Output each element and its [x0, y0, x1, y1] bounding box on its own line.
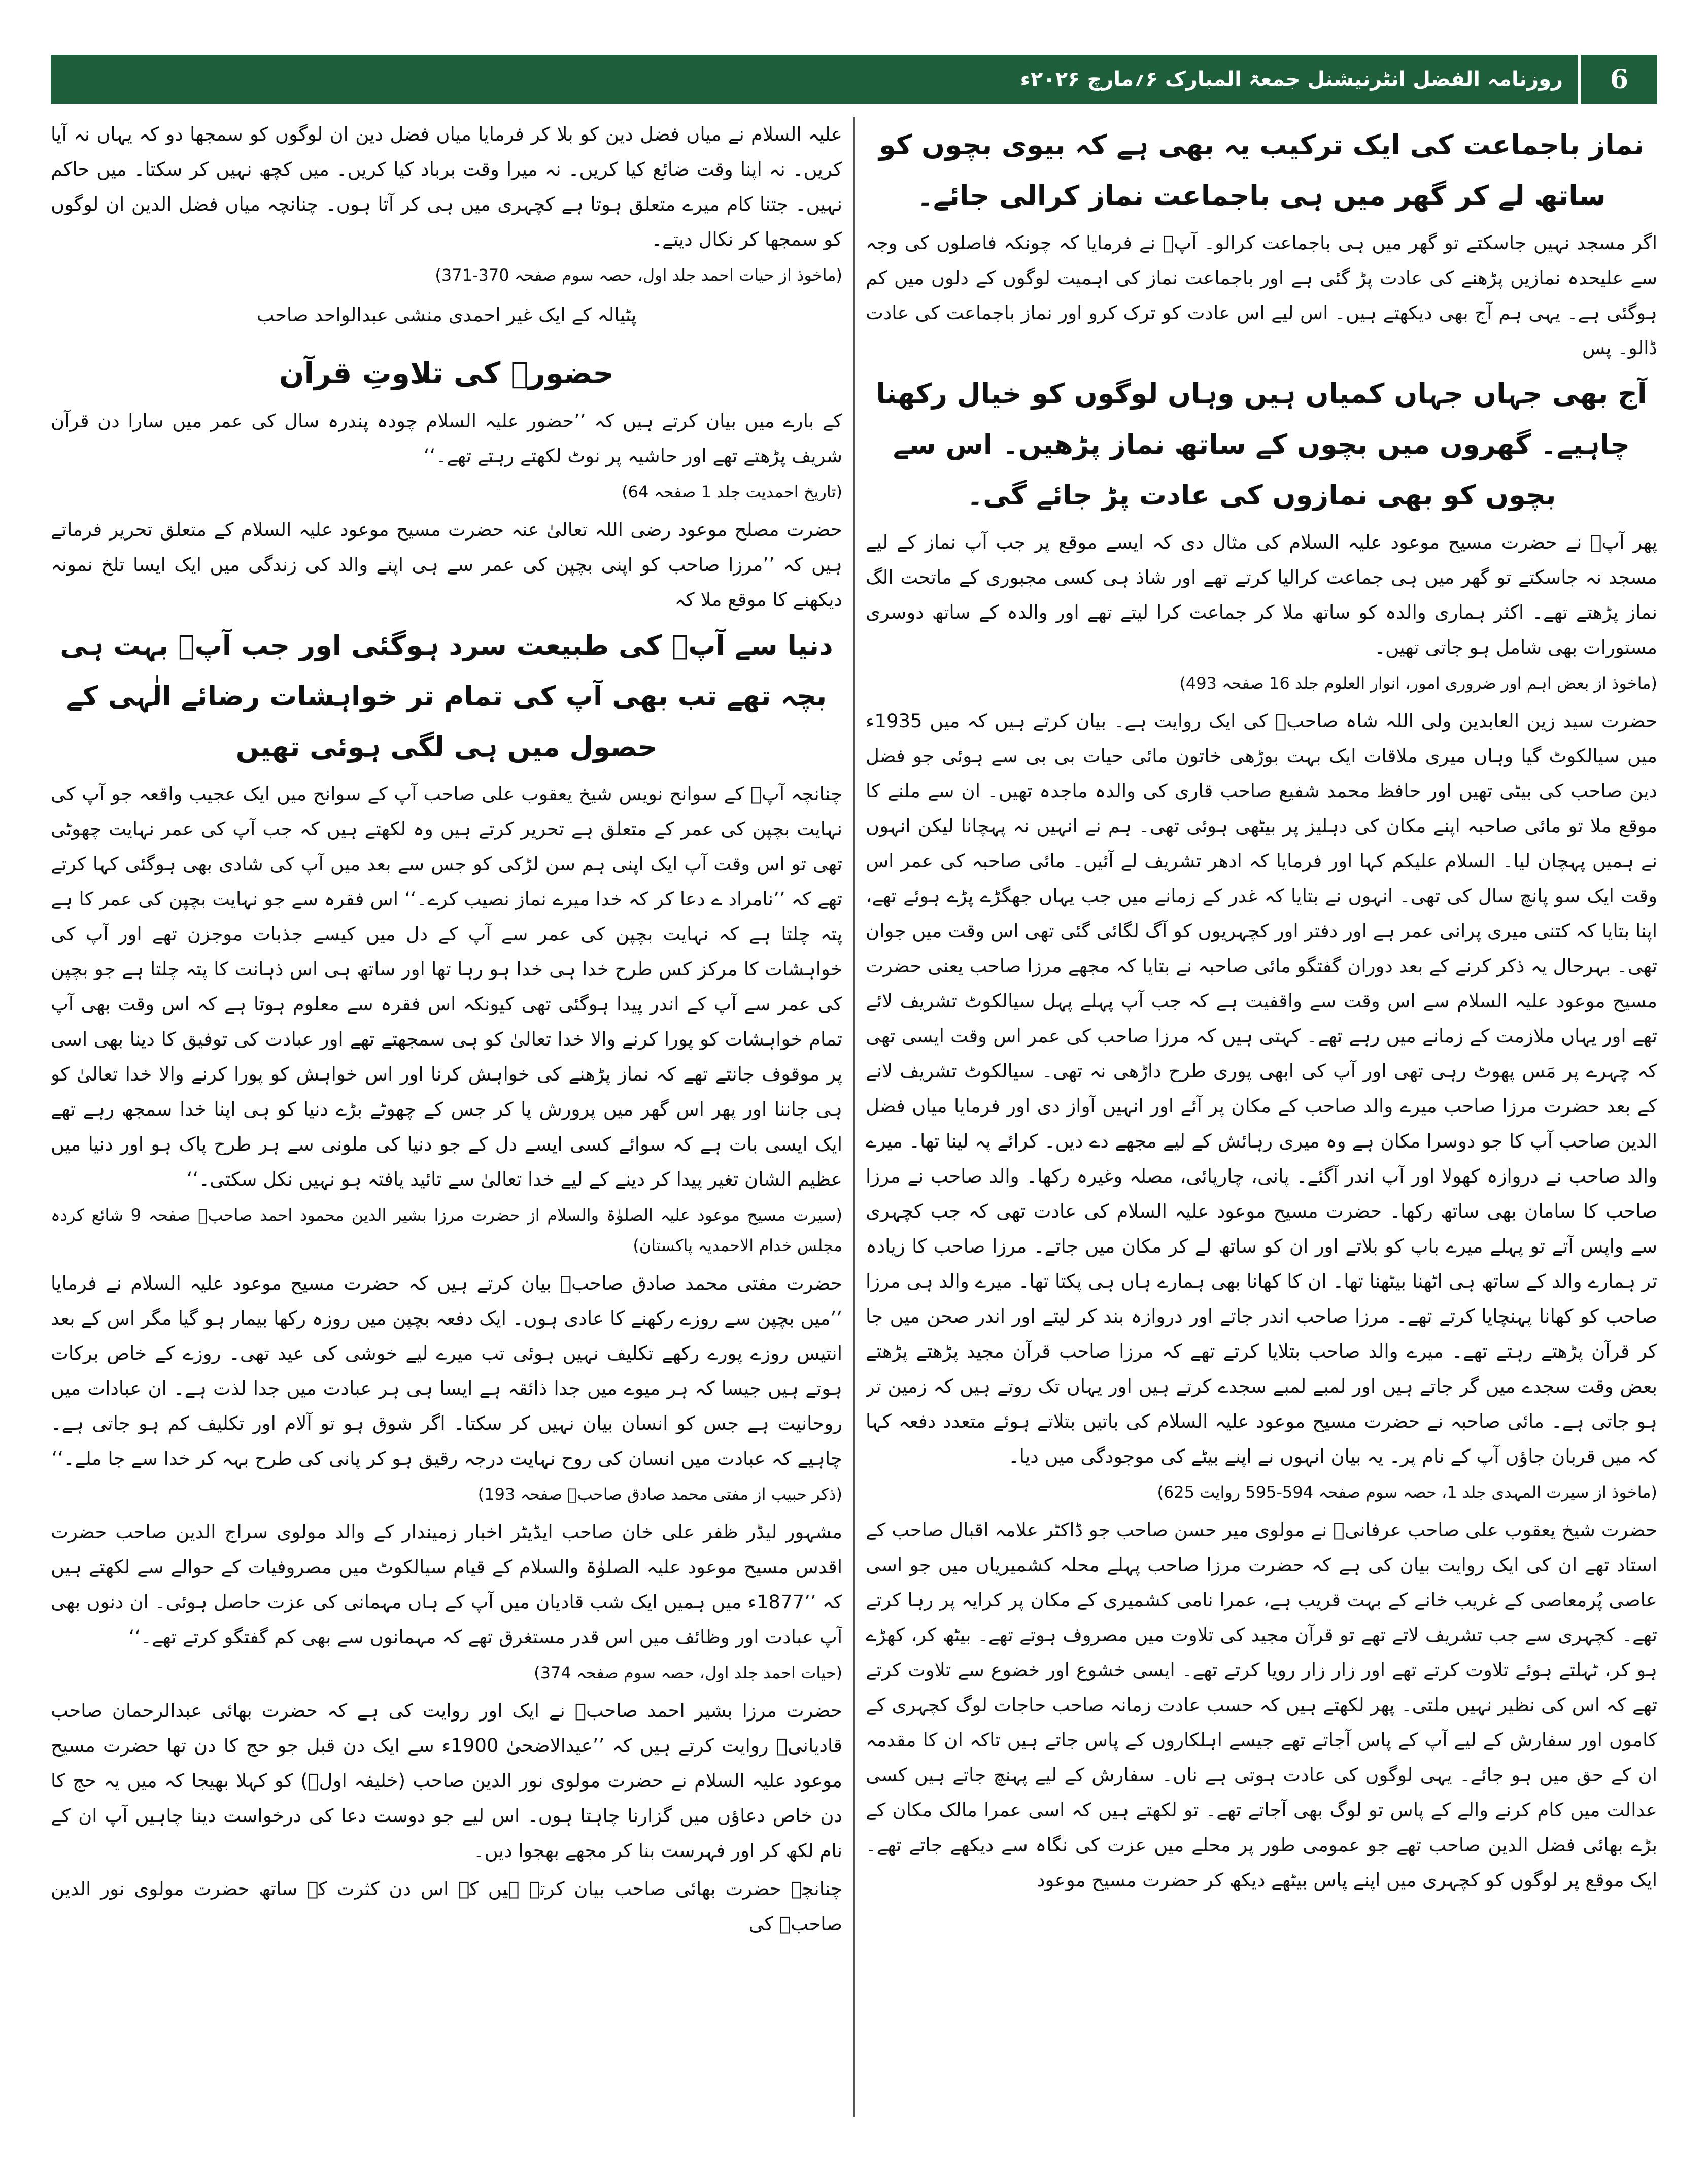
right-paragraph-3: حضرت سید زین العابدین ولی اللہ شاہ صاحبؓ کی ایک روایت ہے۔ بیان کرتے ہیں کہ میں 1935ء میں سیالکوٹ گیا وہاں میری ملاقات ایک بہت بوڑھی خاتون مائی حیات بی بی سے ہوئی جو فضل دین صاحب کی بیٹی تھیں اور حافظ محمد شفیع صاحب قاری کی والدہ ماجدہ تھیں۔ ان سے ملنے کا موقع ملا تو مائی صاحبہ اپنے مکان کی دہلیز پر بیٹھی ہوئی تھی۔ ہم نے انہیں نہ پہچانا لیکن انہوں نے ہمیں پہچان لیا۔ السلام علیکم کہا اور فرمایا کہ ادھر تشریف لے آئیں۔ مائی صاحبہ کی عمر اس وقت ایک سو پانچ سال کی تھی۔ انہوں نے بتایا کہ غدر کے زمانے میں جب یہاں جھگڑے پڑے ہوئے تھے، اپنا بتایا کہ کتنی میری پرانی عمر ہے اور دفتر اور کچہریوں کو آگ لگائی گئی تھی اس وقت میں جوان تھی۔ بہرحال یہ ذکر کرنے کے بعد دوران گفتگو مائی صاحبہ نے بتایا کہ مجھے مرزا صاحب یعنی حضرت مسیح موعود علیہ السلام سے اس وقت سے واقفیت ہے کہ جب آپ پہلے پہل سیالکوٹ تشریف لائے تھے اور یہاں ملازمت کے زمانے میں رہے تھے۔ کہتی ہیں کہ مرزا صاحب کی عمر اس وقت ایسی تھی کہ چہرے پر مَس پھوٹ رہی تھی اور آپ کی ابھی پوری طرح داڑھی نہ تھی۔ سیالکوٹ تشریف لانے کے بعد حضرت مرزا صاحب میرے والد صاحب کے مکان پر آئے اور انہیں آواز دی اور فرمایا میاں فضل الدین صاحب آپ کا جو دوسرا مکان ہے وہ میری رہائش کے لیے مجھے دے دیں۔ کرائے پہ لینا تھا۔ میرے والد صاحب نے دروازہ کھولا اور آپ اندر آگئے۔ پانی، چارپائی، مصلہ وغیرہ رکھا۔ والد صاحب نے مرزا صاحب کا سامان بھی ساتھ رکھا۔ حضرت مسیح موعود علیہ السلام کی عادت تھی کہ جب کچہری سے واپس آتے تو پہلے میرے باپ کو بلاتے اور ان کو ساتھ لے کر مکان میں جاتے۔ مرزا صاحب کا زیادہ تر ہمارے والد کے ساتھ ہی اٹھنا بیٹھنا تھا۔ ان کا کھانا بھی ہمارے ہاں ہی پکتا تھا۔ میرے والد ہی مرزا صاحب کو کھانا پہنچایا کرتے تھے۔ مرزا صاحب اندر جاتے اور دروازہ بند کر لیتے اور اندر صحن میں جا کر قرآن پڑھتے رہتے تھے۔ میرے والد صاحب بتلایا کرتے تھے کہ مرزا صاحب قرآن مجید پڑھتے پڑھتے بعض وقت سجدے میں گر جاتے ہیں اور لمبے لمبے سجدے کرتے ہیں اور یہاں تک روتے ہیں کہ زمین تر ہو جاتی ہے۔ مائی صاحبہ نے حضرت مسیح موعود علیہ السلام کی باتیں بتلاتے ہوئے متعدد دفعہ کہا کہ میں قربان جاؤں آپ کے نام پر۔ یہ بیان انہوں نے اپنے بیٹے کی موجودگی میں دیا۔	[866, 710, 1657, 1467]
left-paragraph-2: کے بارے میں بیان کرتے ہیں کہ ’’حضور علیہ السلام چودہ پندرہ سال کی عمر میں سارا دن قرآن شریف پڑھتے تھے اور حاشیہ پر نوٹ لکھتے رہتے تھے۔‘‘	[51, 410, 842, 467]
left-byline: پٹیالہ کے ایک غیر احمدی منشی عبدالواحد صاحب	[256, 304, 637, 326]
page-header	[51, 55, 1657, 104]
right-column	[866, 117, 1657, 2117]
section-title: حضورؑ کی تلاوتِ قرآن	[279, 356, 614, 390]
left-paragraph-3: حضرت مصلح موعود رضی اللہ تعالیٰ عنہ حضرت مسیح موعود علیہ السلام کے متعلق تحریر فرماتے ہیں کہ ’’مرزا صاحب کو اپنی بچپن کی عمر سے ہی اپنے والد کی زندگی میں ایک ایسا تلخ نمونہ دیکھنے کا موقع ملا کہ	[51, 519, 842, 611]
left-paragraph-7: حضرت مرزا بشیر احمد صاحبؓ نے ایک اور روایت کی ہے کہ حضرت بھائی عبدالرحمان صاحب قادیانیؓ روایت کرتے ہیں کہ ’’عیدالاضحیٰ 1900ء سے ایک دن قبل جو حج کا دن تھا حضرت مسیح موعود علیہ السلام نے حضرت مولوی نور الدین صاحب (خلیفہ اولؓ) کو کہلا بھیجا کہ میں یہ حج کا دن خاص دعاؤں میں گزارنا چاہتا ہوں۔ اس لیے جو دوست دعا کی درخواست دینا چاہیں آپ ان کے نام لکھ کر اور فہرست بنا کر مجھے بھجوا دیں۔	[51, 1700, 842, 1862]
left-source-4: (ذکر حبیب از مفتی محمد صادق صاحبؓ صفحہ 193)	[477, 1485, 842, 1504]
right-paragraph-2: پھر آپؓ نے حضرت مسیح موعود علیہ السلام کی مثال دی کہ ایسے موقع پر جب آپ نماز کے لیے مسجد نہ جاسکتے تو گھر میں ہی جماعت کرالیا کرتے تھے اور شاذ ہی کسی مجبوری کے ماتحت الگ نماز پڑھتے تھے۔ اکثر ہماری والدہ کو ساتھ ملا کر جماعت کرا لیتے تھے اور والدہ کے ساتھ دوسری مستورات بھی شامل ہو جاتی تھیں۔	[866, 531, 1657, 658]
right-source-2: (ماخوذ از سیرت المہدی جلد 1، حصہ سوم صفحہ 594-595 روایت 625)	[1157, 1482, 1657, 1502]
left-heading-1: دنیا سے آپؑ کی طبیعت سرد ہوگئی اور جب آپؑ بہت ہی بچہ تھے تب بھی آپ کی تمام تر خواہشات رضائے الٰہی کے حصول میں ہی لگی ہوئی تھیں	[60, 629, 833, 763]
right-paragraph-1: اگر مسجد نہیں جاسکتے تو گھر میں ہی باجماعت کرالو۔ آپؑ نے فرمایا کہ چونکہ فاصلوں کی وجہ سے علیحدہ نمازیں پڑھنے کی عادت پڑ گئی ہے اور باجماعت نماز کی اہمیت لوگوں کے دلوں میں کم ہوگئی ہے۔ یہی ہم آج بھی دیکھتے ہیں۔ اس لیے اس عادت کو ترک کرو اور نماز باجماعت کی عادت ڈالو۔ پس	[866, 232, 1657, 359]
left-paragraph-4: چنانچہ آپؑ کے سوانح نویس شیخ یعقوب علی صاحب آپ کے سوانح میں ایک عجیب واقعہ جو آپ کی نہایت بچپن کی عمر کے متعلق ہے تحریر کرتے ہیں وہ لکھتے ہیں کہ جب آپ کی عمر نہایت چھوٹی تھی تو اس وقت آپ ایک اپنی ہم سن لڑکی کو جس سے بعد میں آپ کی شادی بھی ہوگئی کہا کرتے تھے کہ ’’نامراد ے دعا کر کہ خدا میرے نماز نصیب کرے۔‘‘ اس فقرہ سے جو نہایت بچپن کی عمر کا ہے پتہ چلتا ہے کہ نہایت بچپن کی عمر سے آپ کے دل میں کیسے جذبات موجزن تھے اور آپ کی خواہشات کا مرکز کس طرح خدا ہی خدا ہو رہا تھا اور ساتھ ہی اس ذہانت کا پتہ چلتا ہے جو بچپن کی عمر سے آپ کے اندر پیدا ہوگئی تھی کیونکہ اس فقرہ سے معلوم ہوتا ہے کہ اس وقت بھی آپ تمام خواہشات کو پورا کرنے والا خدا تعالیٰ کو ہی سمجھتے تھے اور عبادت کی توفیق کا دینا بھی اسی پر موقوف جانتے تھے کہ نماز پڑھنے کی خواہش کرنا اور اس خواہش کو پورا کرنے والا خدا تعالیٰ کو ہی جاننا اور پھر اس گھر میں پرورش پا کر جس کے چھوٹے بڑے دنیا کو ہی اپنا خدا سمجھ رہے تھے ایک ایسی بات ہے کہ سوائے کسی ایسے دل کے جو دنیا کی ملونی سے ہر طرح پاک ہو اور دنیا میں عظیم الشان تغیر پیدا کر دینے کے لیے خدا تعالیٰ سے تائید یافتہ ہو نہیں نکل سکتی۔‘‘	[51, 783, 842, 1190]
left-paragraph-6: مشہور لیڈر ظفر علی خان صاحب ایڈیٹر اخبار زمیندار کے والد مولوی سراج الدین صاحب حضرت اقدس مسیح موعود علیہ الصلوٰۃ والسلام کے قیام سیالکوٹ میں مصروفیات کے حوالے سے لکھتے ہیں کہ ’’1877ء میں ہمیں ایک شب قادیان میں آپ کے ہاں مہمانی کی عزت حاصل ہوئی۔ ان دنوں بھی آپ عبادت اور وظائف میں اس قدر مستغرق تھے کہ مہمانوں سے بھی کم گفتگو کرتے تھے۔‘‘	[51, 1521, 842, 1648]
left-paragraph-8: چنانچہ حضرت بھائی صاحب بیان کرتے ہیں کہ اس دن کثرت کے ساتھ حضرت مولوی نور الدین صاحبؓ کی	[51, 1878, 842, 1935]
left-source-1: (ماخوذ از حیات احمد جلد اول، حصہ سوم صفحہ 370-371)	[435, 265, 842, 285]
left-source-5: (حیات احمد جلد اول، حصہ سوم صفحہ 374)	[534, 1663, 842, 1682]
right-heading-1: نماز باجماعت کی ایک ترکیب یہ بھی ہے کہ بیوی بچوں کو ساتھ لے کر گھر میں ہی باجماعت نماز کرالی جائے۔	[878, 129, 1645, 212]
page-number: 6	[1578, 55, 1657, 104]
masthead: روزنامہ الفضل انٹرنیشنل جمعۃ المبارک ۶؍مارچ ۲۰۲۶ء	[1020, 68, 1563, 91]
right-source-1: (ماخوذ از بعض اہم اور ضروری امور، انوار العلوم جلد 16 صفحہ 493)	[1179, 673, 1657, 693]
left-source-3: (سیرت مسیح موعود علیہ الصلوٰۃ والسلام از حضرت مرزا بشیر الدین محمود احمد صاحبؓ صفحہ 9 شائع کردہ مجلس خدام الاحمدیہ پاکستان)	[51, 1205, 842, 1255]
left-paragraph-5: حضرت مفتی محمد صادق صاحبؓ بیان کرتے ہیں کہ حضرت مسیح موعود علیہ السلام نے فرمایا ’’میں بچپن سے روزے رکھنے کا عادی ہوں۔ ایک دفعہ بچپن میں روزہ رکھا بیمار ہو گیا مگر اس کے بعد انتیس روزے پورے رکھے تکلیف نہیں ہوئی تب میرے لیے خوشی کی عید تھی۔ روزے کے خاص برکات ہوتے ہیں جیسا کہ ہر میوے میں جدا ذائقہ ہے ایسا ہی ہر عبادت میں جدا لذت ہے۔ ان عبادات میں روحانیت ہے جس کو انسان بیان نہیں کر سکتا۔ اگر شوق ہو تو آلام اور تکلیف کم ہو جاتی ہے۔ چاہیے کہ عبادت میں انسان کی روح نہایت درجہ رقیق ہو کر پانی کی طرح بہہ کر خدا سے جا ملے۔‘‘	[51, 1272, 842, 1469]
column-divider	[853, 117, 855, 2117]
right-paragraph-4: حضرت شیخ یعقوب علی صاحب عرفانیؓ نے مولوی میر حسن صاحب جو ڈاکٹر علامہ اقبال صاحب کے استاد تھے ان کی ایک روایت بیان کی ہے کہ حضرت مرزا صاحب پہلے محلہ کشمیریاں میں جو اسی عاصی پُرمعاصی کے غریب خانے کے بہت قریب ہے، عمرا نامی کشمیری کے مکان پر کرایہ پر رہا کرتے تھے۔ کچہری سے جب تشریف لاتے تھے تو قرآن مجید کی تلاوت میں مصروف ہوتے تھے۔ بیٹھ کر، کھڑے ہو کر، ٹہلتے ہوئے تلاوت کرتے تھے اور زار زار رویا کرتے تھے۔ ایسی خشوع اور خضوع سے تلاوت کرتے تھے کہ اس کی نظیر نہیں ملتی۔ پھر لکھتے ہیں کہ حسب عادت زمانہ صاحب حاجات لوگ کچہری کے کاموں اور سفارش کے لیے آپ کے پاس آجاتے تھے جیسے اہلکاروں کے پاس جاتے ہیں تاکہ ان کا مقدمہ ان کے حق میں ہو جائے۔ یہی لوگوں کی عادت ہوتی ہے ناں۔ سفارش کے لیے پہنچ جاتے ہیں کسی عدالت میں کام کرنے والے کے پاس تو لوگ بھی آجاتے تھے۔ تو لکھتے ہیں کہ اسی عمرا مالک مکان کے بڑے بھائی فضل الدین صاحب تھے جو عمومی طور پر محلے میں عزت کی نگاہ سے دیکھے جاتے تھے۔ ایک موقع پر لوگوں کو کچہری میں اپنے پاس بیٹھے دیکھ کر حضرت مسیح موعود	[866, 1519, 1657, 1891]
left-paragraph-1: علیہ السلام نے میاں فضل دین کو بلا کر فرمایا میاں فضل دین ان لوگوں کو سمجھا دو کہ یہاں نہ آیا کریں۔ نہ اپنا وقت ضائع کیا کریں۔ نہ میرا وقت برباد کیا کریں۔ میں کچھ نہیں کر سکتا۔ میں حاکم نہیں۔ جتنا کام میرے متعلق ہوتا ہے کچہری میں ہی کر آتا ہوں۔ چنانچہ میاں فضل الدین ان لوگوں کو سمجھا کر نکال دیتے۔	[51, 123, 842, 250]
right-heading-2: آج بھی جہاں جہاں کمیاں ہیں وہاں لوگوں کو خیال رکھنا چاہیے۔ گھروں میں بچوں کے ساتھ نماز پڑھیں۔ اس سے بچوں کو بھی نمازوں کی عادت پڑ جائے گی۔	[876, 378, 1647, 511]
left-column	[51, 117, 842, 2117]
left-source-2: (تاریخ احمدیت جلد 1 صفحہ 64)	[622, 482, 842, 501]
